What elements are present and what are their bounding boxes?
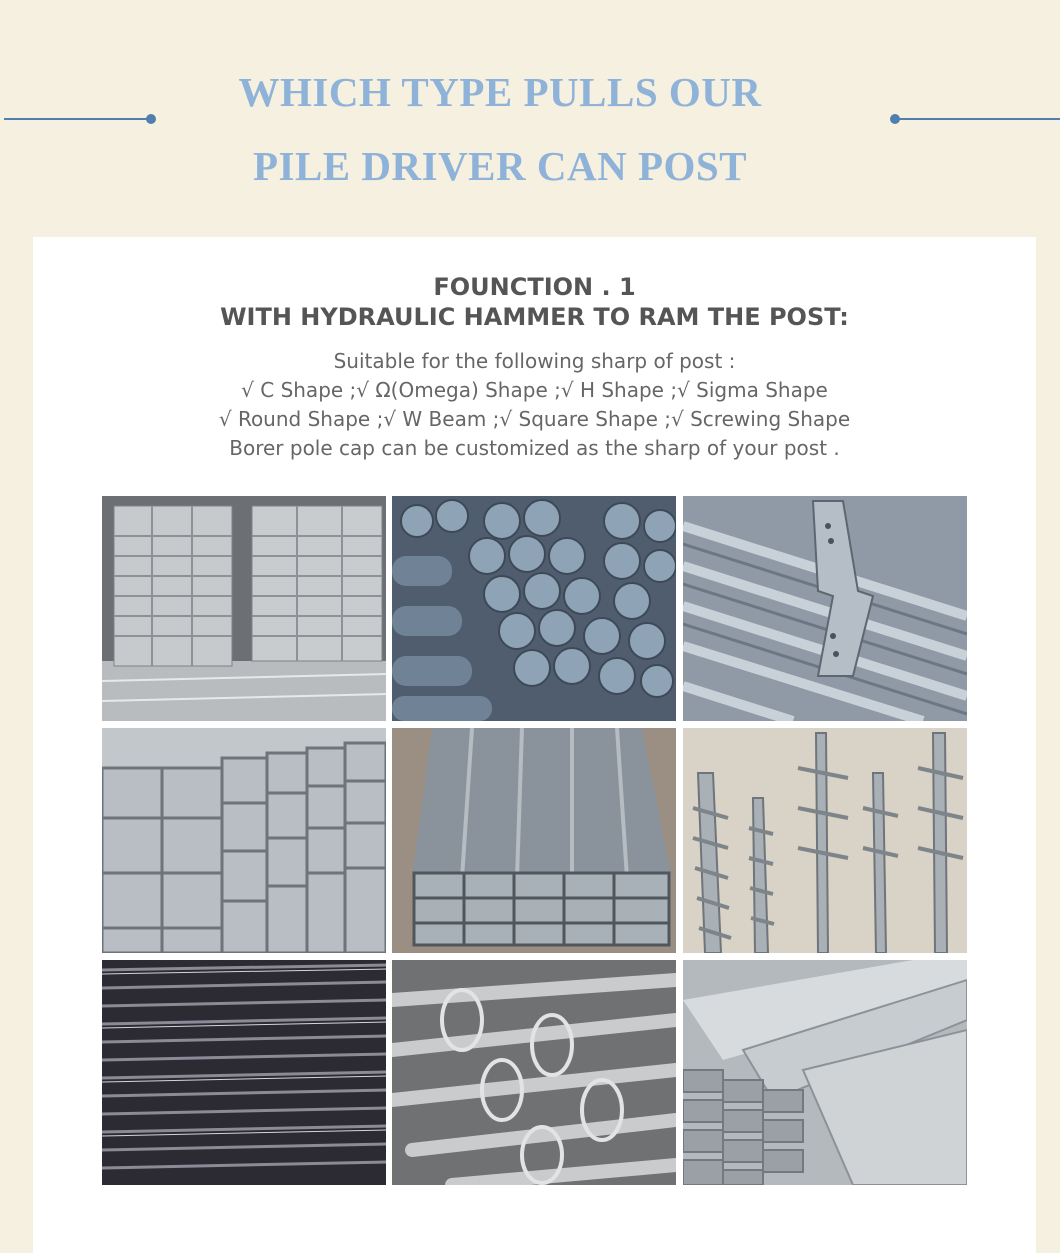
description-line-3: √ Round Shape ;√ W Beam ;√ Square Shape ;√ Screwing Shape — [218, 407, 851, 431]
function-subheading: WITH HYDRAULIC HAMMER TO RAM THE POST: — [220, 303, 849, 331]
description-line-1: Suitable for the following sharp of post : — [333, 349, 736, 373]
header — [0, 0, 1060, 235]
description-line-2: √ C Shape ;√ Ω(Omega) Shape ;√ H Shape ;√ Sigma Shape — [241, 378, 828, 402]
helical-piles-photo — [392, 960, 676, 1185]
ground-screw-piles-photo — [683, 728, 967, 953]
function-heading: FOUNCTION . 1 — [433, 273, 636, 301]
omega-profile-posts-photo — [683, 496, 967, 721]
content-panel — [33, 237, 1036, 1253]
c-channel-bundles-photo — [102, 496, 386, 721]
h-beam-stack-photo — [683, 960, 967, 1185]
description-line-4: Borer pole cap can be customized as the sharp of your post . — [229, 436, 840, 460]
title-divider-left — [4, 118, 148, 120]
title-divider-right — [896, 118, 1060, 120]
title-divider-dot-left — [146, 114, 156, 124]
dark-screw-piles-photo — [102, 960, 386, 1185]
round-tube-stack-photo — [392, 496, 676, 721]
page-title-line-2: PILE DRIVER CAN POST — [252, 143, 748, 189]
page-title-line-1: WHICH TYPE PULLS OUR — [238, 69, 762, 115]
photo-grid — [102, 496, 967, 1186]
rectangular-tube-bundle-photo — [392, 728, 676, 953]
square-tube-stack-photo — [102, 728, 386, 953]
